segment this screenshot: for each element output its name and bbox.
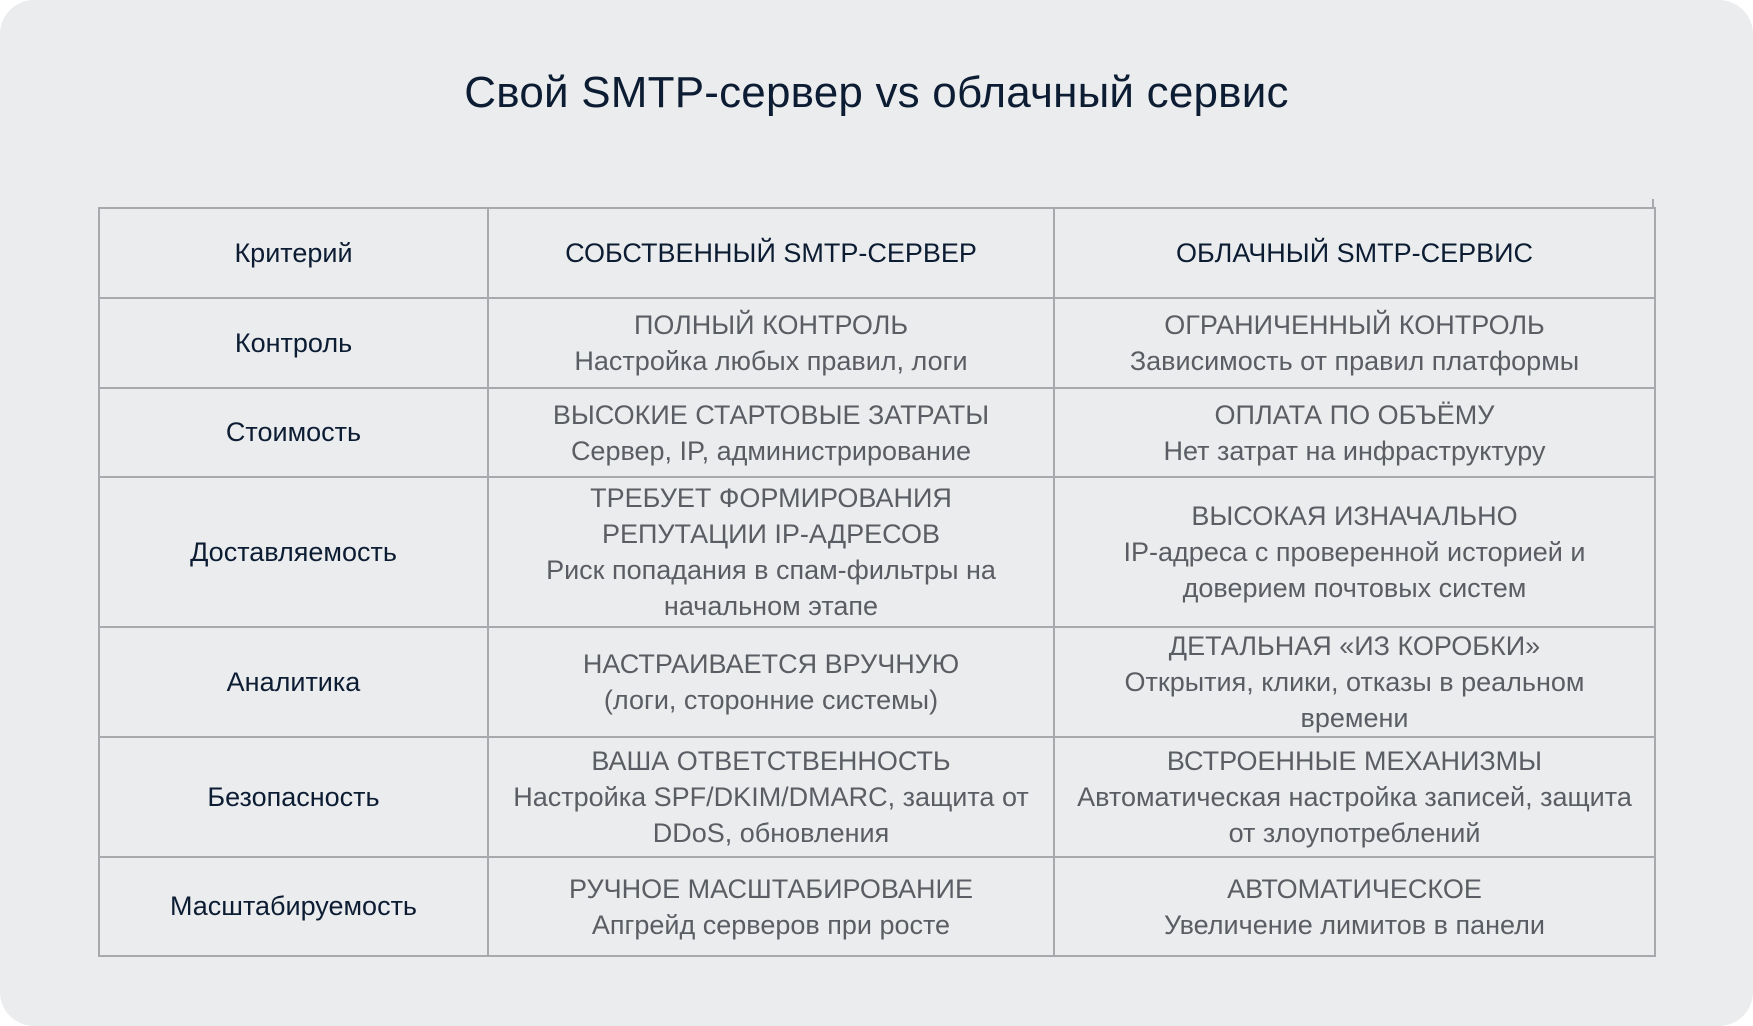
cloud-service-cell: [1054, 737, 1655, 857]
cloud-service-description: IP-адреса с проверенной историей и доверием почтовых систем: [1123, 537, 1586, 603]
header-cloud-service: ОБЛАЧНЫЙ SMTP-СЕРВИС: [1054, 208, 1655, 298]
table-row: [99, 298, 1655, 388]
table-row: [99, 627, 1655, 737]
criterion-cell: Безопасность: [99, 737, 488, 857]
own-server-cell: [488, 388, 1054, 477]
own-server-cell: [488, 857, 1054, 956]
cloud-service-headline: АВТОМАТИЧЕСКОЕ: [1227, 873, 1482, 904]
own-server-cell: [488, 477, 1054, 627]
cloud-service-headline: ОГРАНИЧЕННЫЙ КОНТРОЛЬ: [1164, 310, 1545, 340]
own-server-description: Апгрейд серверов при росте: [591, 909, 951, 940]
own-server-description: (логи, сторонние системы): [603, 685, 939, 715]
cloud-service-cell: [1054, 857, 1655, 956]
cloud-service-description: Увеличение лимитов в панели: [1164, 909, 1545, 940]
table-row: [99, 857, 1655, 956]
cloud-service-description: Зависимость от правил платформы: [1129, 346, 1580, 376]
own-server-cell: [488, 737, 1054, 857]
cloud-service-description: Открытия, клики, отказы в реальном времени: [1124, 667, 1585, 733]
table-row: [99, 477, 1655, 627]
comparison-table: [98, 207, 1656, 957]
header-own-server: СОБСТВЕННЫЙ SMTP-СЕРВЕР: [488, 208, 1054, 298]
header-criterion: Критерий: [99, 208, 488, 298]
own-server-headline: НАСТРАИВАЕТСЯ ВРУЧНУЮ: [582, 649, 960, 679]
criterion-cell: Аналитика: [99, 627, 488, 737]
cloud-service-description: Нет затрат на инфраструктуру: [1163, 435, 1546, 466]
own-server-headline: ВЫСОКИЕ СТАРТОВЫЕ ЗАТРАТЫ: [552, 399, 990, 430]
table-row: [99, 737, 1655, 857]
own-server-cell: [488, 627, 1054, 737]
own-server-headline: ВАША ОТВЕТСТВЕННОСТЬ: [591, 746, 951, 776]
own-server-headline: РУЧНОЕ МАСШТАБИРОВАНИЕ: [569, 873, 973, 904]
table-row: [99, 388, 1655, 477]
own-server-description: Настройка любых правил, логи: [574, 346, 968, 376]
own-server-description: Риск попадания в спам-фильтры на начальном этапе: [546, 555, 996, 621]
criterion-cell: Стоимость: [99, 388, 488, 477]
cloud-service-cell: [1054, 298, 1655, 388]
own-server-description: Настройка SPF/DKIM/DMARC, защита от DDoS, обновления: [513, 782, 1029, 848]
cloud-service-headline: ДЕТАЛЬНАЯ «ИЗ КОРОБКИ»: [1168, 631, 1541, 661]
cloud-service-cell: [1054, 477, 1655, 627]
own-server-headline: ТРЕБУЕТ ФОРМИРОВАНИЯ РЕПУТАЦИИ IP-АДРЕСОВ: [590, 483, 952, 549]
criterion-cell: Доставляемость: [99, 477, 488, 627]
cloud-service-headline: ВСТРОЕННЫЕ МЕХАНИЗМЫ: [1166, 746, 1543, 776]
own-server-cell: [488, 298, 1054, 388]
table-header-row: [99, 208, 1655, 298]
cloud-service-cell: [1054, 627, 1655, 737]
own-server-description: Сервер, IP, администрирование: [570, 435, 972, 466]
cloud-service-headline: ОПЛАТА ПО ОБЪЁМУ: [1214, 399, 1495, 430]
cloud-service-headline: ВЫСОКАЯ ИЗНАЧАЛЬНО: [1191, 501, 1518, 531]
criterion-cell: Масштабируемость: [99, 857, 488, 956]
own-server-headline: ПОЛНЫЙ КОНТРОЛЬ: [633, 310, 909, 340]
criterion-cell: Контроль: [99, 298, 488, 388]
page-title: Свой SMTP-сервер vs облачный сервис: [464, 68, 1289, 117]
cloud-service-cell: [1054, 388, 1655, 477]
cloud-service-description: Автоматическая настройка записей, защита от злоупотреблений: [1077, 782, 1632, 848]
